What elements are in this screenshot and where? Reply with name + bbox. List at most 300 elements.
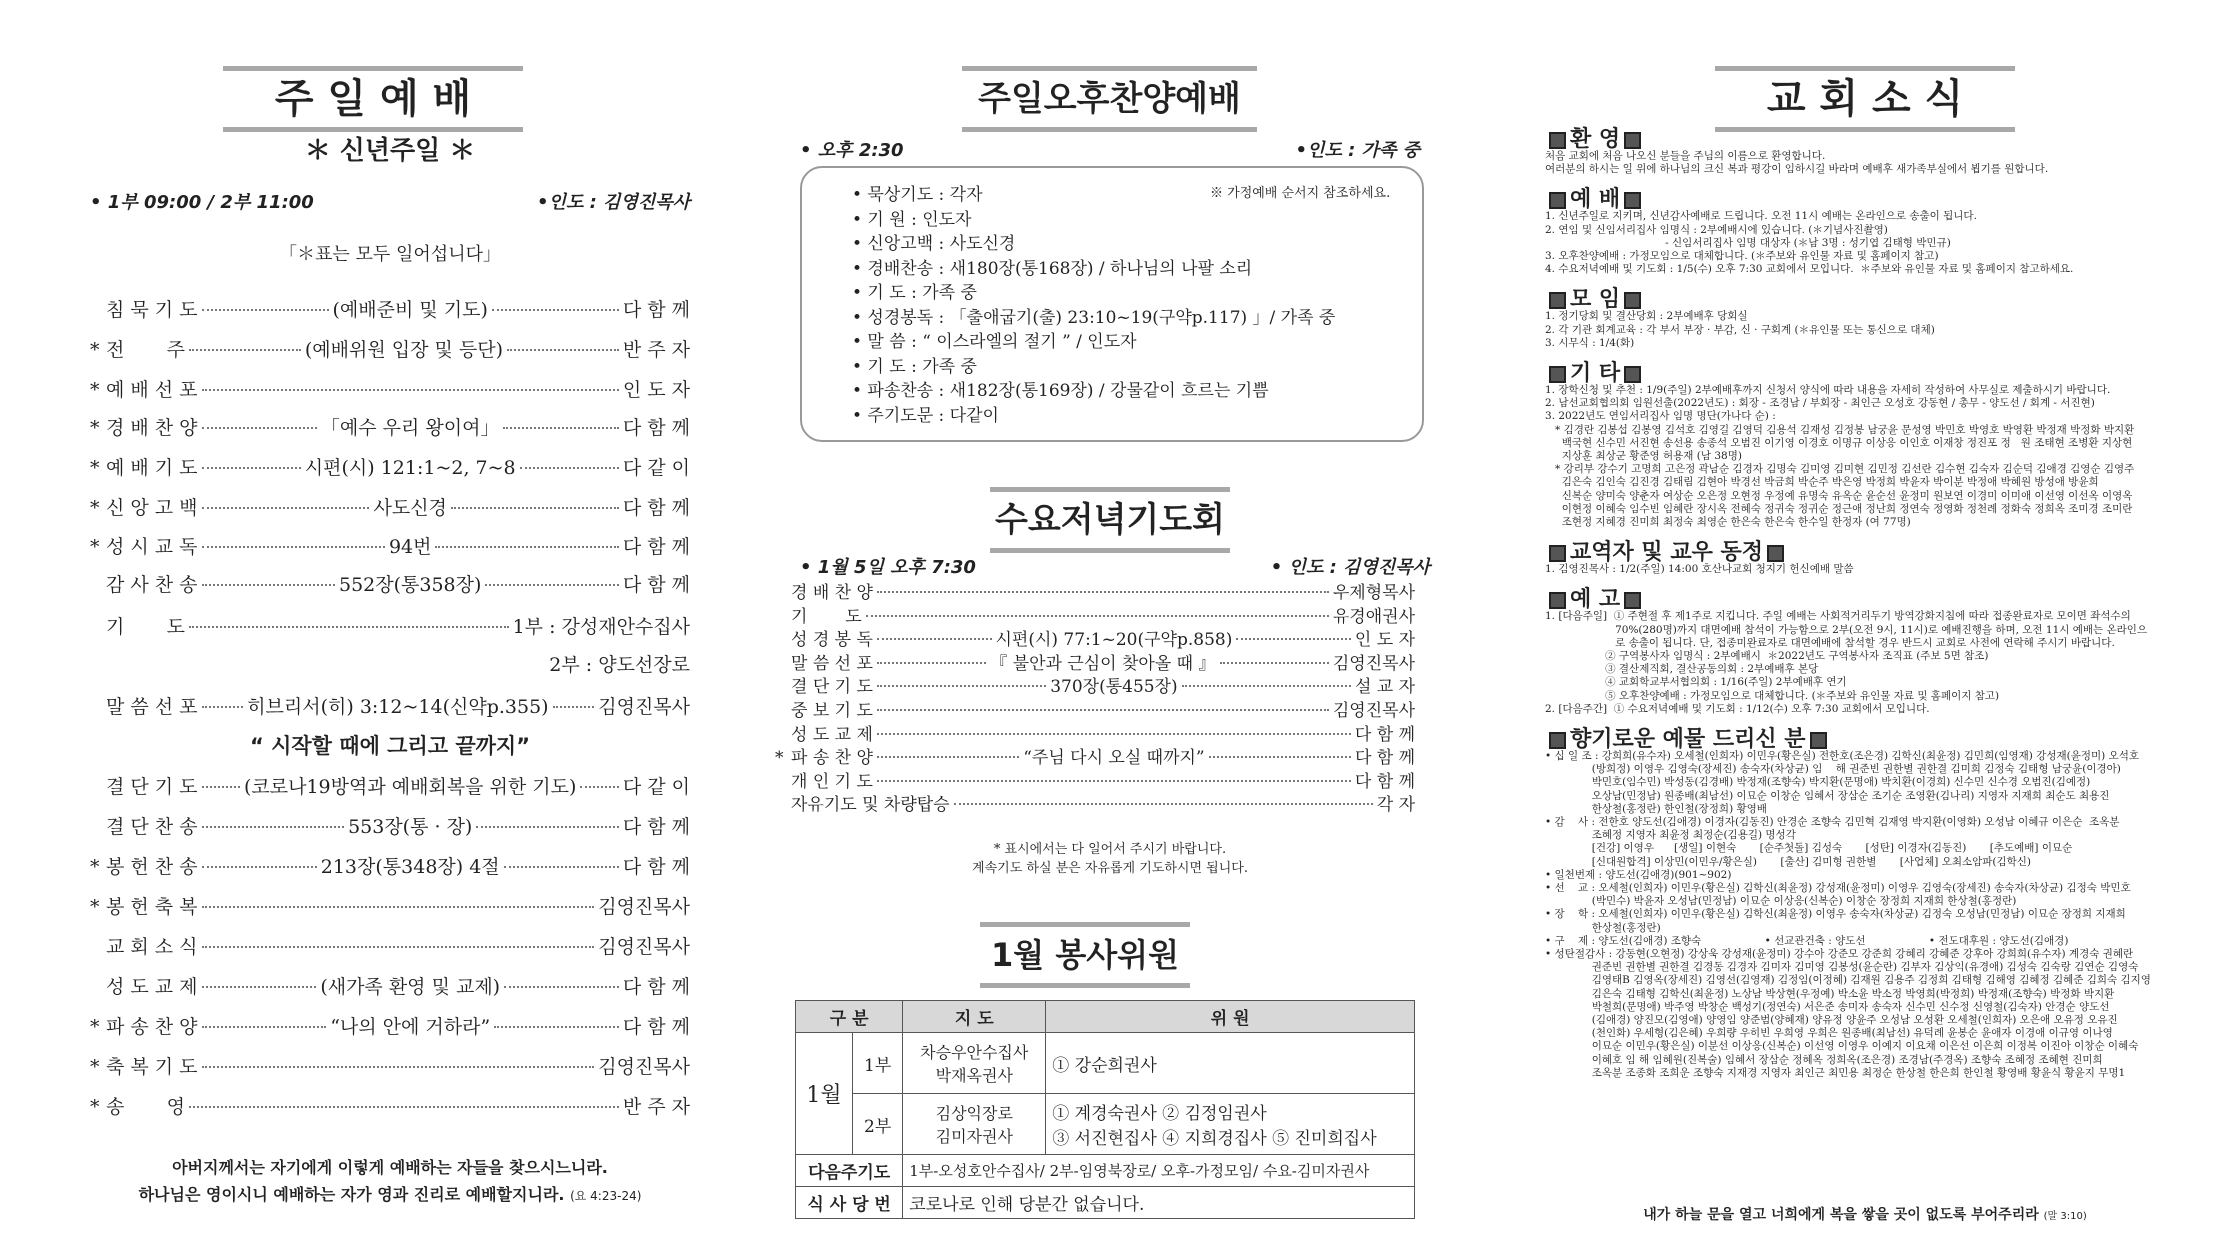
left.items-row	[90, 932, 690, 959]
order-person: 반 주 자	[622, 1096, 690, 1118]
stand-marker: *	[90, 1056, 100, 1078]
left.items-row	[90, 692, 690, 719]
order-label: 봉 헌 찬 송	[106, 856, 198, 878]
standing-notice: 「＊표는 모두 일어섭니다」	[279, 244, 501, 265]
order-detail: 히브리서(히) 3:12~14(신약p.355)	[247, 696, 549, 718]
leader-dots	[202, 906, 595, 908]
order-person: 다 함 께	[622, 856, 691, 878]
sunday-service-title: 주 일 예 배	[274, 76, 472, 122]
closing-verse-line1: 아버지께서는 자기에게 이렇게 예배하는 자들을 찾으시느니라.	[172, 1158, 608, 1177]
news-line: 1. 장학신청 및 추천 : 1/9(주일) 2부예배후까지 신청서 양식에 따라 내용을 자세히 작성하여 사무실로 제출하시기 바랍니다.	[1545, 384, 2111, 396]
square-bullet-icon	[1767, 545, 1784, 562]
leader-dots	[520, 467, 619, 469]
square-bullet-icon	[1549, 192, 1566, 209]
order-label: 결 단 찬 송	[106, 816, 198, 838]
table-row	[796, 1187, 1415, 1219]
leader-dots	[476, 826, 619, 828]
leader-dots	[435, 546, 618, 548]
order-label: 성 도 교 제	[106, 976, 198, 998]
news-line: 처음 교회에 처음 나오신 분들을 주님의 이름으로 환영합니다.	[1545, 150, 1826, 162]
leader-dots	[877, 780, 1351, 782]
leader-dots	[202, 1066, 595, 1068]
news-line: • 십 일 조 : 강희희(유수자) 오세철(인희자) 이민우(황은실) 전한호(조은경) 김학신(최윤정) 김민희(임영재) 강성재(윤정미) 오석호	[1545, 750, 2139, 762]
middle.wed_items-row	[775, 625, 1415, 650]
pm-order-item: • 파송찬송 : 새182장(통169장) / 강물같이 흐르는 기쁨	[852, 381, 1269, 401]
wednesday-title-box	[990, 487, 1230, 553]
middle.wed_items-row	[775, 602, 1415, 627]
order-label: 경 배 찬 양	[106, 417, 198, 439]
left.items-row	[90, 772, 690, 799]
leader-dots	[1220, 662, 1329, 664]
square-bullet-icon	[1549, 366, 1566, 383]
news-line: 로 송출이 됩니다. 단, 접종미완료자로 대면예배에 참석할 경우 반드시 교회로 사전에 연락해 주시기 바랍니다.	[1545, 636, 2115, 649]
closing-verse-ref: (요 4:23-24)	[570, 1189, 642, 1203]
news-line: (김애경) 양진모(김영애) 양영임 양준범(양혜재) 양유정 양윤주 오성남 오성환 오세철(인희자) 오은애 오유정 오유진	[1545, 1014, 2118, 1026]
leader-dots	[1236, 638, 1351, 640]
news-line: ③ 결산제직회, 결산공동의회 : 2부예배후 본당	[1545, 663, 1819, 676]
part-cell: 2부	[853, 1094, 903, 1155]
order-person: 김영진목사	[1332, 701, 1415, 721]
closing-verse-text: 하나님은 영이시니 예배하는 자가 영과 진리로 예배할지니라.	[138, 1185, 565, 1204]
news-line: 3. 2022년도 연임서리집사 임명 명단(가나다 순) :	[1545, 410, 1776, 423]
order-person: 다 함 께	[622, 299, 690, 321]
order-detail: (예배준비 및 기도)	[332, 299, 488, 321]
leader-dots	[202, 986, 317, 988]
news-line: 한상철(홍정란)	[1545, 921, 1661, 934]
square-bullet-icon	[1624, 366, 1641, 383]
square-bullet-icon	[1624, 592, 1641, 609]
wednesday-leader: • 인도 : 김영진목사	[1270, 557, 1430, 578]
news-line: 조현정 지혜경 진미희 최정숙 최영순 한은숙 한은숙 한수일 한정자 (여 77명)	[1545, 516, 1911, 528]
order-detail: 553장(통 · 장)	[348, 816, 473, 838]
part-cell: 1부	[853, 1033, 903, 1094]
news-section-heading	[1545, 535, 1788, 566]
order-label: 송 영	[106, 1096, 185, 1118]
leader-dots	[866, 615, 1329, 617]
leader-dots	[1182, 685, 1351, 687]
news-line: ④ 교회학교부서협의회 : 1/16(주일) 2부예배후 연기	[1545, 676, 1847, 689]
order-label: 성 도 교 제	[791, 724, 873, 745]
order-person: 인 도 자	[622, 379, 690, 401]
middle.wed_items-row	[775, 696, 1415, 721]
closing-verse-ref: (말 3:10)	[2043, 1211, 2087, 1222]
news-line: 1. 김영진목사 : 1/2(주일) 14:00 호산나교회 청지기 헌신예배 말씀	[1545, 563, 1854, 576]
news-line: 이묘순 이민우(황은실) 이분선 이상응(신복순) 이선영 이영우 이예지 이요채 이은선 이은희 이정복 이진아 이창순 이혜숙	[1545, 1040, 2139, 1053]
news-line: 신복순 양미숙 양춘자 여상순 오은정 오현정 우정예 유명숙 유옥순 윤순선 윤정미 원보연 이경미 이미애 이선영 이선옥 이영옥	[1545, 489, 2133, 502]
news-line: 백국현 신수민 서진현 송선용 송종석 오범진 이기영 이경호 이명규 이상응 이인호 이재창 정진포 정 원 조태현 조병환 지상현	[1545, 436, 2133, 449]
order-label: 예 배 기 도	[106, 457, 198, 479]
news-line: (박민수) 박윤자 오성남(민정남) 이묘순 이상응(신복순) 이창순 장정희 지재희 한상철(홍정란)	[1545, 895, 2017, 908]
leader-dots	[877, 662, 986, 664]
order-label: 중 보 기 도	[791, 701, 873, 721]
order-detail: (코로나19방역과 예배회복을 위한 기도)	[243, 776, 577, 798]
order-label: 감 사 찬 송	[106, 574, 198, 596]
news-line: 1. [다음주일] ① 주현절 후 제1주로 지킵니다. 주일 예배는 사회적거리두기 방역강화지침에 따라 접종완료자로 모이면 좌석수의	[1545, 610, 2131, 623]
order-label: 예 배 선 포	[106, 379, 198, 401]
leader-dots	[202, 706, 244, 708]
news-line: 김은숙 김인숙 김진경 김태림 김현아 박경선 박금희 박순주 박은영 박정희 박윤자 박이분 박정애 박혜원 방성애 방윤희	[1545, 476, 2099, 489]
leader-dots	[494, 1026, 619, 1028]
news-line: 70%(280명)까지 대면예배 참석이 가능함으로 2부(오전 9시, 11시)로 예배진행을 하며, 오전 11시 예배는 온라인으	[1545, 623, 2148, 636]
leader-dots	[877, 591, 1329, 593]
table-row	[796, 1033, 1415, 1094]
title-bar-bottom	[990, 548, 1230, 553]
news-section-heading	[1545, 282, 1645, 313]
order-person: 다 함 께	[622, 497, 690, 519]
order-person: 김영진목사	[598, 1056, 690, 1078]
leader-dots	[877, 756, 1019, 758]
leader-dots	[877, 733, 1351, 735]
left.items-row	[90, 453, 690, 480]
leader-dots	[189, 349, 301, 351]
order-label: 전 주	[106, 339, 185, 361]
news-section-title: 기 타	[1570, 361, 1621, 386]
news-section-heading	[1545, 122, 1645, 153]
meal-duty-value: 코로나로 인해 당분간 없습니다.	[903, 1187, 1415, 1219]
news-line: ⑤ 오후찬양예배 : 가정모임으로 대체합니다. (＊주보와 유인물 자료 및 홈페이지 참고)	[1545, 689, 2000, 702]
middle.wed_items-row	[775, 672, 1415, 697]
stand-marker: *	[775, 748, 784, 769]
order-label: 성 경 봉 독	[791, 630, 873, 651]
order-person: 다 같 이	[622, 776, 691, 798]
news-line: ② 구역봉사자 임명식 : 2부예배시 ＊2022년도 구역봉사자 조직표 (주보 5면 참조)	[1545, 650, 1989, 662]
news-line: • 일천번제 : 양도선(김애경)(901~902)	[1545, 868, 1732, 881]
leader-dots	[202, 826, 345, 828]
leader-dots	[503, 427, 618, 429]
left.items-row	[90, 335, 690, 362]
order-label: 파 송 찬 양	[791, 748, 873, 769]
news-line: 3. 시무식 : 1/4(화)	[1545, 336, 1635, 349]
news-line: 2. 남선교회협의회 임원선출(2022년도) : 회장 - 조경남 / 부회장 - 최인근 오성호 강동현 / 총무 - 양도선 / 회계 - 서진현)	[1545, 397, 2095, 410]
leader-dots	[202, 507, 370, 509]
order-label: 성 시 교 독	[106, 536, 198, 558]
header-category: 구 분	[796, 1001, 903, 1033]
pm-service-time: • 오후 2:30	[800, 140, 904, 161]
square-bullet-icon	[1810, 732, 1827, 749]
header-members: 위 원	[1046, 1001, 1415, 1033]
members-cell: ① 계경숙권사 ② 김정임권사 ③ 서진현집사 ④ 지희경집사 ⑤ 진미희집사	[1046, 1094, 1415, 1155]
order-person: 다 함 께	[622, 574, 690, 596]
leader-dots	[202, 389, 619, 391]
order-detail: 94번	[388, 536, 432, 558]
pm-order-item: • 신앙고백 : 사도신경	[852, 234, 1016, 254]
stand-marker: *	[90, 497, 100, 519]
leader-dots	[580, 786, 618, 788]
middle.wed_items-row	[775, 720, 1415, 745]
square-bullet-icon	[1549, 292, 1566, 309]
news-line: 박민호(임수민) 박성동(김경배) 박정재(조향숙) 박지환(문명애) 박치환(이경희) 신수민 신수경 오범진(김예정)	[1545, 776, 2091, 789]
order-label: 침 묵 기 도	[106, 299, 198, 321]
news-line: 2. 각 기관 회계교육 : 각 부서 부장 · 부감, 신 · 구회계 (＊유인물 또는 통신으로 대체)	[1545, 323, 1935, 336]
square-bullet-icon	[1624, 132, 1641, 149]
pm-order-item: • 성경봉독 : 「출애굽기(출) 23:10~19(구약p.117) 」/ 가족 중	[852, 307, 1336, 328]
pm-service-title-box	[962, 66, 1257, 132]
wednesday-note1: * 표시에서는 다 일어서 주시기 바랍니다.	[993, 842, 1227, 857]
order-label: 경 배 찬 양	[791, 583, 873, 603]
news-line: 2. [다음주간] ① 수요저녁예배 및 기도회 : 1/12(수) 오후 7:30 교회에서 모입니다.	[1545, 702, 1930, 715]
news-section-heading	[1545, 722, 1831, 753]
news-line: 4. 수요저녁예배 및 기도회 : 1/5(수) 오후 7:30 교회에서 모입니다. ＊주보와 유인물 자료 및 홈페이지 참고하세요.	[1545, 263, 2074, 276]
news-section-title: 모 임	[1570, 287, 1621, 313]
wednesday-note2: 계속기도 하실 분은 자유롭게 기도하시면 됩니다.	[972, 861, 1248, 876]
order-person: 다 함 께	[1354, 724, 1415, 745]
service-subtitle: ＊ 신년주일 ＊	[304, 136, 476, 166]
left.items-row	[90, 1012, 690, 1039]
wednesday-title: 수요저녁기도회	[995, 500, 1225, 540]
month-cell: 1월	[796, 1033, 853, 1155]
news-line: 박철희(문명애) 박주영 박창순 백성기(정연숙) 서은준 송미자 송숙자 신수민 신수정 신영철(김숙자) 안경순 양도선	[1545, 1000, 2110, 1013]
left.items-row	[90, 1052, 690, 1079]
order-label: 말 씀 선 포	[106, 696, 198, 718]
order-label: 파 송 찬 양	[106, 1016, 198, 1038]
order-person: 각 자	[1376, 795, 1415, 816]
news-line: (천인화) 우세형(김은혜) 우희량 우히빈 우희영 우희은 원종배(최남선) 유덕례 윤봉순 윤애자 이경애 이규영 이나영	[1545, 1027, 2113, 1040]
news-line: (방희정) 이영우 김영숙(장세진) 송숙자(차상균) 임 해 권준빈 권한별 권한결 김미희 김정숙 김태형 남궁윤(이경아)	[1545, 763, 2121, 776]
news-line: • 구 제 : 양도선(김애경) 조향숙 • 선교관건축 : 양도선 • 전도대후원 : 양도선(김애경)	[1545, 934, 2069, 947]
leader-dots	[877, 709, 1329, 711]
news-line: • 성탄절감사 : 강동현(오현정) 강상욱 강성재(윤정미) 강수아 강준모 강준희 강혜리 강혜준 강후아 강희희(유수자) 계경숙 권혜란	[1545, 948, 2134, 960]
order-person: 다 함 께	[622, 816, 691, 838]
leader-dots	[451, 507, 619, 509]
leader-dots	[202, 309, 329, 311]
order-person: 다 함 께	[1354, 748, 1416, 769]
left.items-row	[90, 972, 690, 999]
pm-order-item: • 주기도문 : 다같이	[852, 405, 999, 426]
table-header-row	[796, 1001, 1415, 1033]
news-line: 이현정 이혜숙 임수빈 임혜란 장시옥 전혜숙 정귀숙 정귀순 정근애 정난희 정연숙 정영화 정천례 정화숙 정희옥 조미경 조미란	[1545, 502, 2133, 515]
leader-dots	[1209, 756, 1351, 758]
left.items-row	[90, 375, 690, 402]
title-bar-bottom	[980, 983, 1190, 988]
news-line: 오상남(민정남) 원종배(최남선) 이묘순 이창순 임혜서 장삼순 조기순 조영환(김나리) 지영자 지재희 최순도 최용진	[1545, 789, 2110, 802]
stand-marker: *	[90, 536, 100, 558]
order-person: 김영진목사	[598, 896, 690, 918]
stand-marker: *	[90, 379, 100, 401]
leader-dots	[189, 626, 509, 628]
left.items-row	[90, 493, 690, 520]
church-news-title: 교 회 소 식	[1766, 76, 1964, 122]
order-person: 김영진목사	[598, 696, 691, 718]
table-row	[796, 1094, 1415, 1155]
middle.wed_items-row	[775, 649, 1415, 674]
order-person: 다 함 께	[622, 1016, 690, 1038]
wednesday-time: • 1월 5일 오후 7:30	[800, 557, 976, 578]
pm-service-title: 주일오후찬양예배	[978, 79, 1241, 119]
left.items-row	[90, 532, 690, 559]
pm-order-item: • 묵상기도 : 각자	[852, 185, 983, 205]
middle.wed_items-row	[775, 743, 1415, 768]
next-prayer-label: 다음주기도	[796, 1155, 903, 1187]
order-person: 다 함 께	[622, 976, 691, 998]
order-detail: 시편(시) 121:1~2, 7~8	[304, 457, 516, 479]
pm-order-item: • 기 원 : 인도자	[852, 209, 972, 230]
leader-dots	[504, 866, 619, 868]
order-person: 반 주 자	[622, 339, 691, 361]
left.items-row	[90, 892, 690, 919]
leader-dots	[504, 986, 619, 988]
leader-dots	[202, 584, 335, 586]
order-person: 다 함 께	[622, 417, 691, 439]
news-section-heading	[1545, 356, 1645, 387]
order-detail: 「예수 우리 왕이여」	[320, 417, 500, 439]
order-label: 결 단 기 도	[106, 776, 198, 798]
stand-marker: *	[90, 417, 100, 439]
news-section-title: 예 고	[1570, 587, 1621, 613]
next-prayer-value: 1부-오성호안수집사/ 2부-임영북장로/ 오후-가정모임/ 수요-김미자권사	[903, 1155, 1415, 1187]
news-section-title: 향기로운 예물 드리신 분	[1570, 727, 1806, 752]
middle.wed_items-row	[775, 578, 1415, 603]
order-detail: 213장(통348장) 4절	[320, 856, 500, 878]
table-row	[796, 1155, 1415, 1187]
church-news-title-box	[1715, 66, 2015, 132]
pm-service-note: ※ 가정예배 순서지 참조하세요.	[1210, 186, 1391, 201]
news-line: * 강리부 강수기 고명희 고은정 곽남순 김경자 김명숙 김미영 김미현 김민정 김선란 김수현 김숙자 김순덕 김애경 김영순 김영주	[1545, 463, 2135, 476]
order-label: 개 인 기 도	[791, 771, 873, 792]
news-line: 조옥분 조종화 조희운 조향숙 지재경 지영자 최인근 최민용 최정순 한상철 한은희 한인철 황영배 황윤식 황윤지 무명1	[1545, 1066, 2126, 1079]
leader-dots	[485, 584, 618, 586]
news-line: 조혜정 지영자 최윤정 최정순(김용길) 명성각	[1545, 829, 1796, 842]
guide-cell: 김상익장로 김미자권사	[903, 1094, 1046, 1155]
leader-dots	[202, 786, 240, 788]
members-cell: ① 강순희권사	[1046, 1033, 1415, 1094]
order-detail: 사도신경	[373, 497, 447, 519]
left.items-row	[90, 413, 690, 440]
news-line: - 신임서리집사 임명 대상자 (＊남 3명 : 성기엽 김태형 박민규)	[1545, 236, 1951, 249]
order-label: 자유기도 및 차량탑승	[791, 795, 950, 816]
order-person: 인 도 자	[1354, 630, 1415, 651]
stand-marker: *	[90, 1096, 100, 1118]
order-detail: (새가족 환영 및 교제)	[320, 976, 501, 998]
square-bullet-icon	[1549, 732, 1566, 749]
news-section-heading	[1545, 182, 1645, 213]
left.items-row	[90, 570, 690, 597]
news-section-title: 환 영	[1570, 127, 1621, 152]
order-detail: 시편(시) 77:1~20(구약p.858)	[995, 630, 1233, 651]
prayer-second-service: 2부 : 양도선장로	[549, 654, 690, 676]
closing-verse-text: 내가 하늘 문을 열고 너희에게 복을 쌓을 곳이 없도록 부어주리라	[1643, 1207, 2039, 1223]
order-detail: (예배위원 입장 및 등단)	[304, 339, 503, 361]
order-person: 다 함 께	[1354, 771, 1415, 792]
leader-dots	[202, 467, 301, 469]
guide-cell: 차승우안수집사 박재옥권사	[903, 1033, 1046, 1094]
meal-duty-label: 식 사 당 번	[796, 1187, 903, 1219]
news-line: 2. 연임 및 신임서리집사 임명식 : 2부예배시에 있습니다. (＊기념사진촬영)	[1545, 223, 1888, 236]
left.items-row	[90, 612, 690, 639]
order-person: 다 같 이	[622, 457, 691, 479]
news-line: 이혜호 임 해 임혜원(진복술) 임혜서 장삼순 정혜옥 정희옥(조은경) 조경남(주경옥) 조향숙 조혜정 조혜현 진미희	[1545, 1053, 2103, 1066]
stand-marker: *	[90, 457, 100, 479]
closing-verse-line2	[90, 1182, 690, 1205]
square-bullet-icon	[1624, 292, 1641, 309]
order-label: 결 단 기 도	[791, 677, 873, 698]
leader-dots	[954, 803, 1373, 805]
leader-dots	[507, 349, 619, 351]
news-line: [신대원합격] 이상민(이민우/황은실) [출산] 김미형 권한별 [사업체] 오최소암파(김학신)	[1545, 855, 2032, 868]
leader-dots	[492, 309, 619, 311]
title-bar-bottom	[1715, 127, 2015, 132]
news-line: • 장 학 : 오세철(인희자) 이민우(황은실) 김학신(최윤정) 이영우 송숙자(차상균) 김정숙 오성남(민정남) 이묘순 장정희 지재희	[1545, 908, 2126, 921]
pm-order-item: • 말 씀 : “ 이스라엘의 절기 ” / 인도자	[852, 332, 1137, 352]
news-line: • 감 사 : 전한호 양도선(김애경) 이경자(김동진) 안경순 조향숙 김민혁 김재영 박지환(이영화) 오성남 이혜규 이은순 조옥분	[1545, 816, 2120, 828]
volunteers-title: 1월 봉사위원	[991, 936, 1179, 974]
left.items-row	[90, 812, 690, 839]
order-person: 김영진목사	[1332, 653, 1415, 674]
news-line: 1. 정기당회 및 결산당회 : 2부예배후 당회실	[1545, 310, 1748, 323]
square-bullet-icon	[1549, 132, 1566, 149]
order-label: 교 회 소 식	[106, 936, 198, 958]
order-label: 신 앙 고 백	[106, 497, 198, 519]
news-line: 권준빈 권한별 권한결 김경동 김경자 김미자 김미영 김봉성(윤순란) 김부자 김상익(유경애) 김성숙 김숙랑 김연순 김영숙	[1545, 961, 2139, 974]
order-label: 축 복 기 도	[106, 1056, 198, 1078]
news-line: 3. 오후찬양예배 : 가정모임으로 대체합니다. (＊주보와 유인물 자료 및 홈페이지 참고)	[1545, 250, 1939, 262]
order-detail: “주님 다시 오실 때까지”	[1023, 748, 1205, 769]
service-leader: •인도 : 김영진목사	[537, 192, 690, 213]
leader-dots	[877, 638, 992, 640]
order-detail: 552장(통358장)	[338, 574, 482, 596]
news-line: • 선 교 : 오세철(인희자) 이민우(황은실) 김학신(최윤정) 강성재(윤정미) 이영우 김영숙(장세진) 송숙자(차상균) 김정숙 박민호	[1545, 882, 2131, 894]
header-guide: 지 도	[903, 1001, 1046, 1033]
news-line: 김영태B 김영옥(장세진) 김영선(김영재) 김정임(이정혜) 김재원 김용주 김정희 김태형 김해영 김혜정 김혜준 김희숙 김지영	[1545, 974, 2151, 987]
stand-marker: *	[90, 339, 100, 361]
order-label: 기 도	[106, 616, 185, 638]
leader-dots	[553, 706, 595, 708]
news-section-heading	[1545, 582, 1645, 613]
news-section-title: 교역자 및 교우 동정	[1570, 540, 1763, 566]
order-label: 봉 헌 축 복	[106, 896, 198, 918]
news-line: * 김경란 김봉섭 김봉영 김석호 김영길 김영덕 김용석 김재성 김정봉 남궁윤 문성영 박민호 박영호 박영환 박정재 박정화 박지환	[1545, 423, 2135, 436]
order-detail: 370장(통455장)	[1050, 677, 1178, 698]
news-section-title: 예 배	[1570, 187, 1621, 213]
stand-marker: *	[90, 1016, 100, 1038]
pm-order-item: • 기 도 : 가족 중	[852, 283, 977, 303]
order-person: 유경애권사	[1332, 606, 1415, 627]
middle.wed_items-row	[775, 790, 1415, 815]
leader-dots	[202, 866, 317, 868]
service-time: • 1부 09:00 / 2부 11:00	[90, 192, 314, 213]
stand-marker: *	[90, 856, 100, 878]
news-line: 지상훈 최상군 황준영 허용재 (남 38명)	[1545, 450, 1742, 462]
order-label: 기 도	[791, 606, 862, 627]
order-detail: 『 불안과 근심이 찾아올 때 』	[990, 653, 1216, 674]
news-line: 여러분의 하시는 일 위에 하나님의 크신 복과 평강이 임하시길 바라며 예배후 새가족부실에서 뵙기를 원합니다.	[1545, 163, 2049, 176]
news-line: 김은숙 김태형 김학신(최윤정) 노상남 박상현(우정예) 박소윤 박소정 박영희(박정희) 박정재(조향숙) 박정화 박지환	[1545, 987, 2115, 1000]
sunday-service-title-box	[223, 66, 523, 132]
order-person: 김영진목사	[598, 936, 690, 958]
leader-dots	[202, 946, 595, 948]
left.items-row	[90, 852, 690, 879]
news-line: [건강] 이영우 [생일] 이현숙 [순주첫돌] 김성숙 [성탄] 이경자(김동진) [추도예배] 이묘순	[1545, 842, 2073, 855]
order-person: 1부 : 강성재안수집사	[512, 616, 690, 638]
square-bullet-icon	[1549, 592, 1566, 609]
leader-dots	[202, 546, 385, 548]
left.items-row	[90, 1092, 690, 1119]
square-bullet-icon	[1624, 192, 1641, 209]
stand-marker: *	[90, 896, 100, 918]
news-line: 1. 신년주일로 지키며, 신년감사예배로 드립니다. 오전 11시 예배는 온라인으로 송출이 됩니다.	[1545, 210, 1977, 223]
square-bullet-icon	[1549, 545, 1566, 562]
pm-service-leader: •인도 : 가족 중	[1295, 140, 1420, 161]
leader-dots	[877, 685, 1046, 687]
left.items-row	[90, 295, 690, 322]
middle.wed_items-row	[775, 767, 1415, 792]
leader-dots	[189, 1106, 619, 1108]
order-detail: “나의 안에 거하라”	[330, 1016, 491, 1038]
leader-dots	[202, 427, 317, 429]
order-person: 설 교 자	[1354, 677, 1416, 698]
volunteers-title-box	[980, 922, 1190, 988]
closing-verse	[1545, 1204, 2185, 1224]
pm-order-item: • 경배찬송 : 새180장(통168장) / 하나님의 나팔 소리	[852, 258, 1253, 279]
